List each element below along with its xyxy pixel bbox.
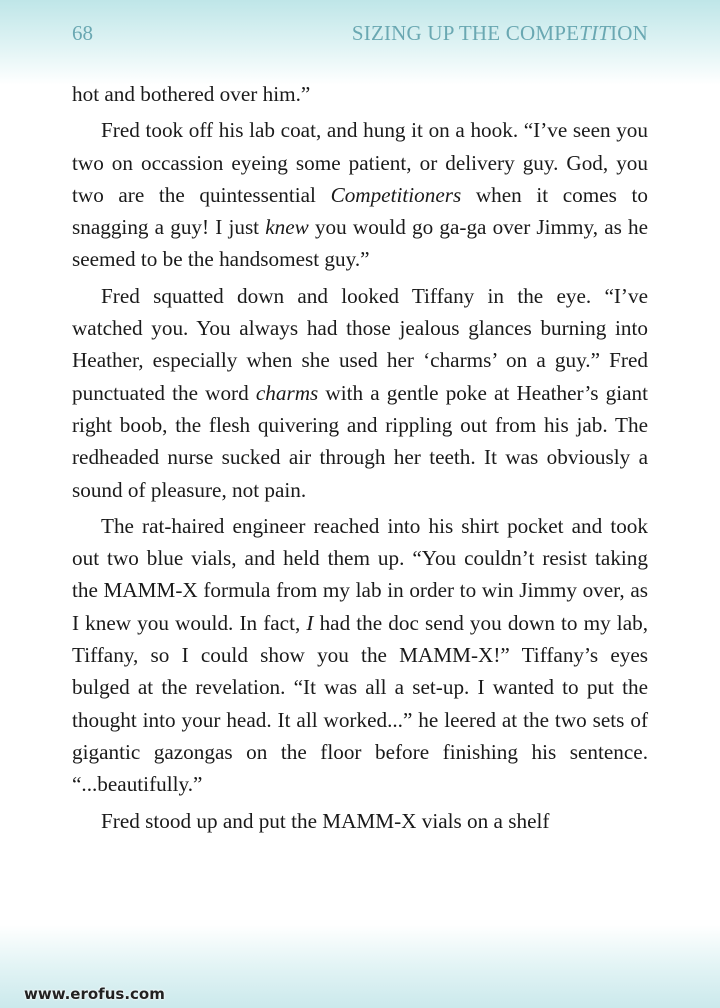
text-run: Fred squatted down and looked Tiffany in the eye. “I’ve watched you. You always had those jealous glances burning into Heather, especially when she used her ‘charms’ on a guy.” Fred punctuated the word <box>72 283 648 405</box>
page-number: 68 <box>72 20 93 45</box>
text-run: Fred stood up and put the MAMM-X vials on a shelf <box>101 808 550 833</box>
running-head-end: ION <box>610 20 648 45</box>
text-run: when it comes to snagging a guy! I just <box>72 182 648 240</box>
italic-run: I <box>306 610 314 635</box>
watermark: www.erofus.com <box>24 985 165 1003</box>
text-run: hot and bothered over him.” <box>72 82 311 106</box>
text-run: The rat-haired engineer reached into his shirt pocket and took out two blue vials, and held them up. “You couldn’t resist taking the MAMM-X formula from my lab in order to win Jimmy over, as I knew you would. In fact, <box>72 513 648 635</box>
body-text <box>72 78 648 841</box>
running-head <box>352 21 648 46</box>
paragraph-4 <box>72 510 648 801</box>
text-run: had the doc send you down to my lab, Tiffany, so I could show you the MAMM-X!” Tiffany’s eyes bulged at the revelation. “It was all a set-up. I wanted to put the thought into your head. It all worked...” he leered at the two sets of gigantic gazongas on the floor before finishing his sentence. “...beautifully.” <box>72 610 648 797</box>
italic-run: charms <box>255 380 319 405</box>
italic-run: knew <box>265 215 309 240</box>
text-run: you would go ga-ga over Jimmy, as he seemed to be the handsomest guy.” <box>72 215 649 272</box>
running-head-italic: TIT <box>579 20 611 45</box>
paragraph-1 <box>72 78 648 110</box>
text-run: Fred took off his lab coat, and hung it on a hook. “I’ve seen you two on occassion eyeing some patient, or delivery guy. God, you two are the quintessential <box>72 118 648 207</box>
paragraph-3 <box>72 280 648 506</box>
running-head-start: SIZING UP THE COMPE <box>351 20 580 45</box>
paragraph-2 <box>72 114 648 275</box>
italic-run: Competitioners <box>330 182 462 207</box>
text-run: with a gentle poke at Heather’s giant right boob, the flesh quivering and rippling out from his jab. The redheaded nurse sucked air through her teeth. It was obviously a sound of pleasure, not pain. <box>72 380 648 502</box>
page-header <box>72 18 648 48</box>
paragraph-5 <box>72 805 648 837</box>
